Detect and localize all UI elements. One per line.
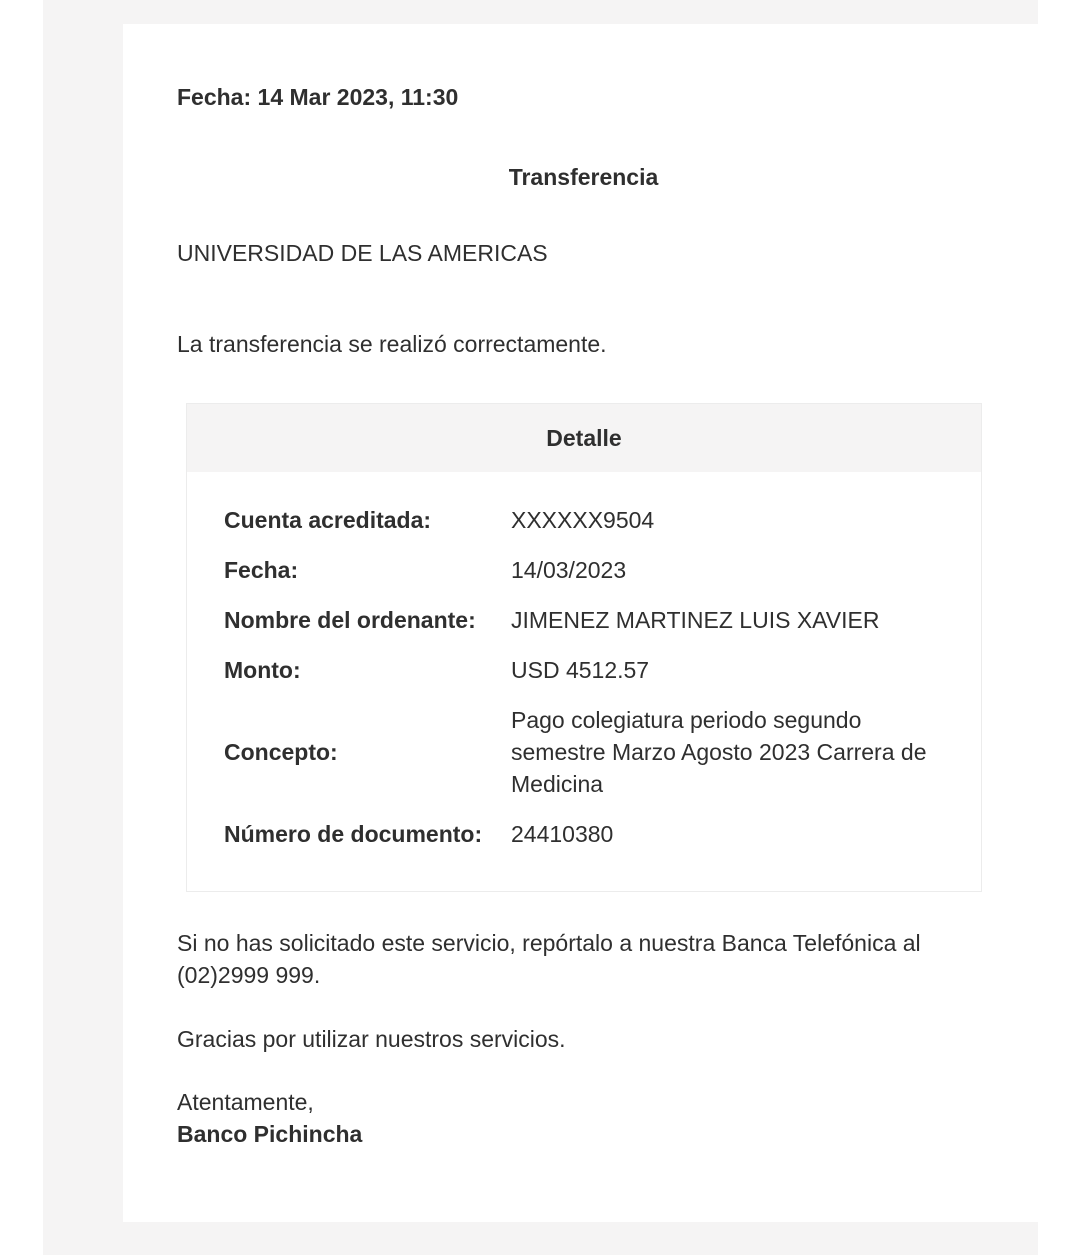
detail-label: Cuenta acreditada:: [224, 507, 432, 533]
detail-heading: Detalle: [187, 404, 981, 472]
thanks-message: Gracias por utilizar nuestros servicios.: [177, 1026, 566, 1052]
detail-value: JIMENEZ MARTINEZ LUIS XAVIER: [511, 607, 880, 633]
detail-label: Nombre del ordenante:: [224, 607, 476, 633]
detail-row-sender: [224, 604, 959, 654]
detail-row-document: [224, 818, 959, 868]
detail-value: Pago colegiatura periodo segundo semestre Marzo Agosto 2023 Carrera de Medicina: [511, 707, 927, 797]
detail-value: 14/03/2023: [511, 557, 627, 583]
detail-row-amount: [224, 654, 959, 704]
page-title: Transferencia: [508, 164, 659, 190]
detail-label: Concepto:: [224, 739, 338, 765]
detail-panel: [186, 403, 982, 892]
detail-value: USD 4512.57: [511, 657, 650, 683]
detail-value: 24410380: [511, 821, 614, 847]
report-notice: Si no has solicitado este servicio, repórtalo a nuestra Banca Telefónica al (02)2999 999.: [177, 930, 921, 988]
detail-label: Número de documento:: [224, 821, 483, 847]
detail-label: Fecha:: [224, 557, 299, 583]
detail-value: XXXXXX9504: [511, 507, 655, 533]
email-card: [123, 24, 1044, 1222]
bank-signature: Banco Pichincha: [177, 1121, 363, 1147]
detail-label: Monto:: [224, 657, 301, 683]
detail-row-date: [224, 554, 959, 604]
detail-row-account: [224, 504, 959, 554]
date-line: Fecha: 14 Mar 2023, 11:30: [177, 84, 459, 110]
closing-salutation: Atentamente,: [177, 1089, 314, 1115]
recipient-name: UNIVERSIDAD DE LAS AMERICAS: [177, 240, 548, 266]
detail-table: [224, 504, 959, 868]
success-message: La transferencia se realizó correctamente.: [177, 331, 607, 357]
email-background: [43, 0, 1038, 1255]
detail-row-concept: [224, 704, 959, 818]
